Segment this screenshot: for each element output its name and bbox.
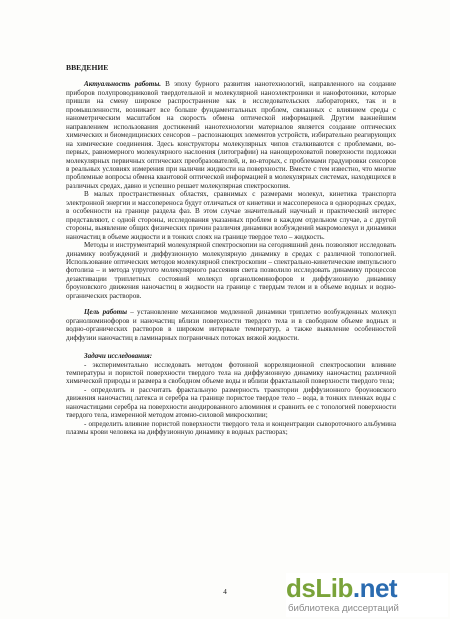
dslib-logo: [286, 573, 397, 603]
goal-paragraph: [66, 308, 396, 342]
page-content: [66, 64, 396, 437]
dslib-logo-brand: dsLib: [286, 573, 353, 603]
tasks-heading: Задачи исследования:: [84, 352, 153, 361]
actuality-text: В эпоху бурного развития нанотехнологий, направленного на создание приборов полупроводниковой твердотельной и молекулярной наноэлектроники и нанофотоники, которые пришли на смену широкое распространение как в исследовательских лабораториях, так и в промышленности, возникает все больше фундаментальных проблем, связанных с влиянием среды с нанометрическим масштабом на скорость обмена оптической информацией. Другим важнейшим направлением использования достижений нанотехнологии материалов является создание оптических химических и биомедицинских сенсоров – распознающих элементов устройств, избирательно реагирующих на химические соединения. Здесь конструкторы молекулярных чипов сталкиваются с проблемами, во-первых, равномерного молекулярного наслоения (литографии) на нанощероховатой поверхности подложки молекулярных первичных оптических преобразователей, и, во-вторых, с проблемами градуировки сенсоров в реальных условиях измерения при наличии жидкости на поверхности. Вместе с тем известно, что многие проблемные вопросы обмена квантовой оптической информацией в молекулярных системах, находящихся в различных средах, давно и успешно решает молекулярная спектроскопия.: [66, 80, 396, 190]
actuality-label: Актуальность работы.: [84, 80, 162, 89]
dslib-watermark[interactable]: [286, 573, 448, 617]
dslib-caption: библиотека диссертаций: [288, 603, 399, 614]
paragraph-3: Методы и инструментарий молекулярной спектроскопии на сегодняшний день позволяют исследовать динамику возбуждений и диффузионную молекулярную динамику в средах с различной топологией. Использование оптических методов молекулярной спектроскопии – спектрально-кинетические импульсного фотолиза – и метода упругого молекулярного рассеяния света позволило исследовать динамику процессов дезактивации триплетных состояний молекул органолюминофоров и диффузионную динамику броуновского движения наночастиц в жидкости на границе с твердым телом и в объеме водных и водно-органических растворов.: [66, 241, 396, 300]
page-number: 4: [223, 587, 227, 596]
section-heading: ВВЕДЕНИЕ: [66, 63, 109, 72]
goal-text: – установление механизмов медленной динамики триплетно возбужденных молекул органолюминофоров и наночастиц вблизи поверхности твердого тела и в свободном объеме водных и водно-органических растворов в широком интервале температур, а также выявление особенностей диффузии наночастиц в ламинарных пограничных потоках вязкой жидкости.: [66, 308, 396, 342]
task-item-3: - определить влияние пористой поверхности твердого тела и концентрации сывороточного альбумина плазмы крови человека на диффузионную динамику в водных растворах;: [66, 419, 396, 437]
actuality-paragraph: [66, 80, 396, 190]
paragraph-2: В малых пространственных областях, сравнимых с размерами молекул, кинетика транспорта электронной энергии и массопереноса будут отличаться от кинетики и массопереноса в однородных средах, в особенности на границе раздела фаз. В этом случае значительный научный и практический интерес представляют, с одной стороны, исследования указанных проблем в каждом отдельном случае, а с другой стороны, выявление общих физических причин различия динамики возбуждений макромолекул и динамики наночастиц в объеме жидкости и в тонких слоях на границе твердое тело – жидкость.: [66, 190, 396, 241]
task-item-2: - определить и рассчитать фрактальную размерность траектории диффузионного броуновского движения наночастиц латекса и серебра на границе пористое твердое тело – вода, в тонких пленках воды с наночастицами серебра на поверхности анодированного алюминия и сравнить ее с топологией поверхности твердого тела, измеренной методом атомно-силовой микроскопии;: [66, 385, 396, 420]
dslib-logo-tld: .net: [352, 573, 398, 603]
goal-label: Цель работы: [84, 308, 128, 317]
task-item-1: - экспериментально исследовать методом фотонной корреляционной спектроскопии влияние температуры и пористой поверхности твердого тела на диффузионную динамику наночастиц различной химической природы и размера в свободном объеме воды и вблизи фрактальной поверхности твердого тела;: [66, 360, 396, 386]
